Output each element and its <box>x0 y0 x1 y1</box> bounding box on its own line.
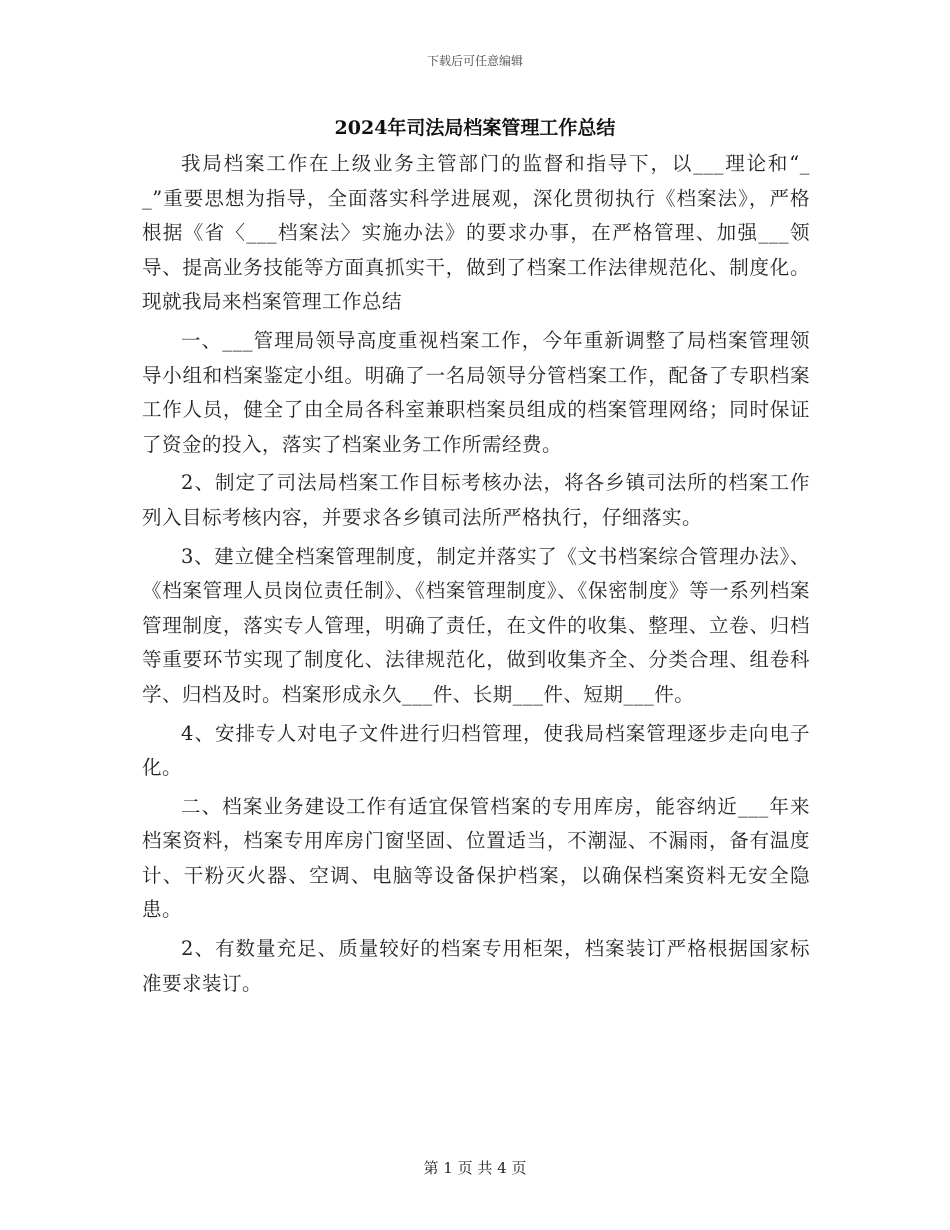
paragraph-section-1-item-3: 3、建立健全档案管理制度，制定并落实了《文书档案综合管理办法》、《档案管理人员岗位责任制》、《档案管理制度》、《保密制度》等一系列档案管理制度，落实专人管理，明确了责任，在文件的收集、整理、立卷、归档等重要环节实现了制度化、法律规范化，做到收集齐全、分类合理、组卷科学、归档及时。档案形成永久___件、长期___件、短期___件。 <box>142 544 810 706</box>
paragraph-section-2: 二、档案业务建设工作有适宜保管档案的专用库房，能容纳近___年来档案资料，档案专用库房门窗坚固、位置适当，不潮湿、不漏雨，备有温度计、干粉灭火器、空调、电脑等设备保护档案，以确保档案资料无安全隐患。 <box>142 794 810 922</box>
paragraph-section-1-item-2: 2、制定了司法局档案工作目标考核办法，将各乡镇司法所的档案工作列入目标考核内容，并要求各乡镇司法所严格执行，仔细落实。 <box>142 471 810 529</box>
page-number: 第 1 页 共 4 页 <box>423 1159 527 1177</box>
paragraph-section-1-item-4: 4、安排专人对电子文件进行归档管理，使我局档案管理逐步走向电子化。 <box>142 721 810 780</box>
paragraph-section-2-item-2: 2、有数量充足、质量较好的档案专用柜架，档案装订严格根据国家标准要求装订。 <box>142 937 810 995</box>
paragraph-section-1: 一、___管理局领导高度重视档案工作，今年重新调整了局档案管理领导小组和档案鉴定小组。明确了一名局领导分管档案工作，配备了专职档案工作人员，健全了由全局各科室兼职档案员组成的档案管理网络；同时保证了资金的投入，落实了档案业务工作所需经费。 <box>142 328 810 456</box>
document-body <box>142 147 810 1005</box>
paragraph-intro: 我局档案工作在上级业务主管部门的监督和指导下，以___理论和“__”重要思想为指导，全面落实科学进展观，深化贯彻执行《档案法》，严格根据《省〈___档案法〉实施办法》的要求办事，在严格管理、加强___领导、提高业务技能等方面真抓实干，做到了档案工作法律规范化、制度化。现就我局来档案管理工作总结 <box>142 152 810 314</box>
document-title: 2024年司法局档案管理工作总结 <box>334 117 616 139</box>
page-header-note: 下载后可任意编辑 <box>426 54 523 68</box>
